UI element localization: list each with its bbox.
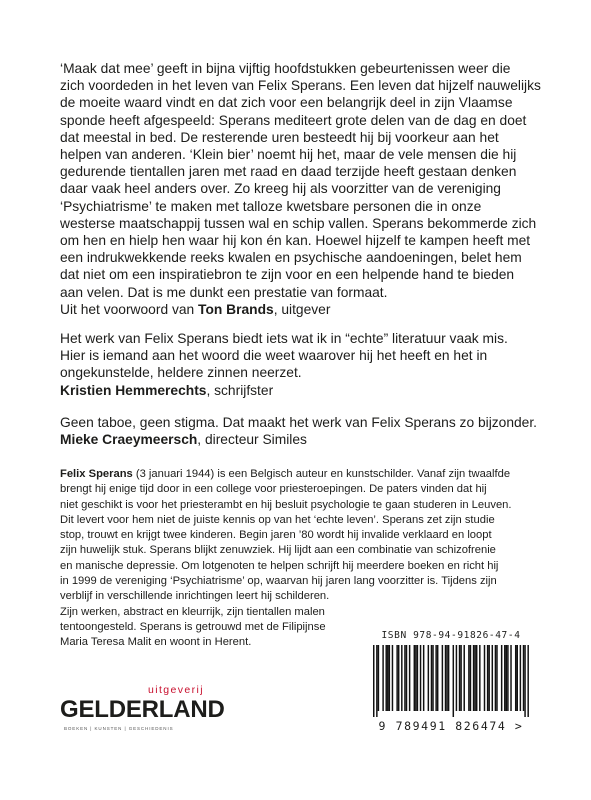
barcode-bar xyxy=(501,645,502,711)
barcode-bar xyxy=(401,645,402,711)
text-line: de moeite waard vindt en dat zich voor een belangrijk deel in zijn Vlaamse xyxy=(60,95,513,111)
barcode-bar xyxy=(423,645,424,711)
barcode-bar xyxy=(448,645,449,711)
barcode-bar xyxy=(524,645,525,717)
text-line: in 1999 de vereniging ‘Psychiatrisme’ op, waarvan hij jaren lang voorzitter is. Tijdens zijn xyxy=(60,575,497,588)
quote-text xyxy=(60,330,550,382)
text-line: Hier is iemand aan het woord die weet waarover hij het heeft en het in xyxy=(60,348,488,364)
barcode-bar xyxy=(488,645,489,711)
barcode-bar xyxy=(474,645,475,711)
barcode-bar xyxy=(376,645,377,717)
logo-subtitle: BOEKEN | KUNSTEN | GESCHIEDENIS xyxy=(64,726,174,731)
text-line: en manische depressie. Om lotgenoten te helpen schrijft hij meerdere boeken en richt hij xyxy=(60,559,499,572)
author-bio xyxy=(60,467,550,651)
barcode-bar xyxy=(392,645,393,711)
barcode-bar xyxy=(460,645,461,711)
text-line: westerse maatschappij tussen wal en schip vallen. Sperans bekommerde zich xyxy=(60,215,537,231)
attribution-name: Ton Brands xyxy=(198,301,274,317)
barcode-bar xyxy=(470,645,471,711)
quote-hemmerechts xyxy=(60,330,550,399)
text-line: ongekunstelde, heldere zinnen neerzet. xyxy=(60,365,302,381)
barcode-bar xyxy=(506,645,507,711)
barcode-bar xyxy=(415,645,416,711)
barcode-bar xyxy=(396,645,397,711)
barcode-bar xyxy=(428,645,429,711)
barcode-bar xyxy=(389,645,390,711)
barcode-bar xyxy=(446,645,447,711)
intro-text xyxy=(60,60,550,318)
bio-paragraph xyxy=(60,482,550,604)
barcode-bar xyxy=(445,645,446,711)
text-line: ‘Maak dat mee’ geeft in bijna vijftig hoofdstukken gebeurtenissen weer die xyxy=(60,61,511,76)
text-line: daar vaak heel anders over. Zo kreeg hij als voorzitter van de vereniging xyxy=(60,181,501,197)
barcode-bar xyxy=(456,645,457,711)
logo-wordmark: GELDERLAND xyxy=(60,696,225,723)
barcode-bar xyxy=(442,645,443,711)
barcode-bar xyxy=(373,645,374,717)
barcode-bar xyxy=(385,645,386,711)
intro-attribution: Uit het voorwoord van Ton Brands, uitgever xyxy=(60,301,331,317)
quote-attribution: Mieke Craeymeersch, directeur Similes xyxy=(60,432,307,448)
text-line: een indrukwekkende reeks kwalen en psychische aandoeningen, belet hem xyxy=(60,250,522,266)
barcode-bar xyxy=(484,645,485,711)
barcode-bar xyxy=(517,645,518,711)
barcode-bar xyxy=(431,645,432,711)
bio-closing xyxy=(60,605,330,651)
text-line: Dit levert voor hem niet de juiste kennis op van het ‘echte leven’. Sperans zet zijn studie xyxy=(60,513,495,526)
barcode-bar xyxy=(435,645,436,711)
barcode-bar xyxy=(523,645,524,711)
text-line: zijn huwelijk stuk. Sperans blijkt zenuwziek. Hij lijdt aan een combinatie van schizofrenie xyxy=(60,544,496,557)
barcode-bar xyxy=(476,645,477,711)
barcode-image xyxy=(373,645,529,717)
barcode-bar xyxy=(432,645,433,711)
barcode-bar xyxy=(409,645,410,711)
barcode-digits: 9 789491 826474 > xyxy=(378,719,524,733)
text-line: dat niet om een inspiratiebron te zijn voor en een helpende hand te bieden xyxy=(60,267,515,283)
text-line: Maria Teresa Malit en woont in Herent. xyxy=(60,636,252,649)
barcode-bar xyxy=(406,645,407,711)
barcode-bar xyxy=(487,645,488,711)
text-line: niet geschikt is voor het priesterambt en hij besluit psychologie te gaan studeren in Leuven. xyxy=(60,498,512,511)
bio-author-name: Felix Sperans xyxy=(60,468,133,480)
barcode-bar xyxy=(479,645,480,711)
barcode-bar xyxy=(504,645,505,711)
barcode-bar xyxy=(420,645,421,711)
isbn-label: ISBN 978-94-91826-47-4 xyxy=(381,630,521,641)
barcode-bar xyxy=(414,645,415,711)
barcode-bar xyxy=(453,645,454,717)
publisher-logo xyxy=(55,684,225,734)
barcode-bar xyxy=(382,645,383,711)
text-line: helpen van anderen. ‘Klein bier’ noemt hij het, maar de vele mensen die hij xyxy=(60,147,517,163)
text-line: sponde heeft afgespeeld: Sperans mediteert grote delen van de dag en doet xyxy=(60,112,527,128)
text-line: Het werk van Felix Sperans biedt iets wat ik in “echte” literatuur vaak mis. xyxy=(60,331,508,346)
barcode-bar xyxy=(473,645,474,711)
barcode-bar xyxy=(496,645,497,711)
quote-text xyxy=(60,414,550,431)
barcode-bar xyxy=(404,645,405,711)
text-line: om hen en hielp hen waar hij kon én kan. Hoewel hijzelf te kampen heeft met xyxy=(60,233,531,249)
barcode-bar xyxy=(527,645,528,717)
text-line: Geen taboe, geen stigma. Dat maakt het werk van Felix Sperans zo bijzonder. xyxy=(60,415,538,430)
barcode-bar xyxy=(378,645,379,711)
barcode-bar xyxy=(437,645,438,711)
text-line: tentoongesteld. Sperans is getrouwd met de Filipijnse xyxy=(60,620,326,633)
barcode-bar xyxy=(492,645,493,711)
text-line: zich voordeden in het leven van Felix Sperans. Een leven dat hijzelf nauwelijks xyxy=(60,78,541,94)
quote-craeymeersch xyxy=(60,414,550,448)
barcode-bar xyxy=(459,645,460,711)
barcode-bar xyxy=(507,645,508,711)
logo-tagline: uitgeverij xyxy=(148,684,205,696)
barcode-bar xyxy=(417,645,418,711)
text-line: aan velen. Dat is me dunkt een prestatie van formaat. xyxy=(60,284,388,300)
quote-attribution: Kristien Hemmerechts, schrijfster xyxy=(60,382,274,398)
barcode-bar xyxy=(510,645,511,711)
bio-first-line: Felix Sperans (3 januari 1944) is een Belgisch auteur en kunstschilder. Vanaf zijn twaalfde xyxy=(60,468,511,480)
text-line: verblijf in verschillende inrichtingen leert hij schilderen. xyxy=(60,590,330,603)
text-line: gedurende tientallen jaren met raad en daad terzijde heeft gestaan denken xyxy=(60,164,517,180)
text-line: dat meestal in bed. De resterende uren besteedt hij bij voorkeur aan het xyxy=(60,129,499,145)
barcode-bar xyxy=(387,645,388,711)
intro-paragraph xyxy=(60,60,550,301)
text-line: ‘Psychiatrisme’ te maken met talloze kwetsbare personen die in onze xyxy=(60,198,482,214)
barcode-bar xyxy=(398,645,399,711)
barcode-bar xyxy=(515,645,516,711)
isbn-barcode xyxy=(367,630,535,738)
barcode-bar xyxy=(495,645,496,711)
barcode-bar xyxy=(463,645,464,711)
barcode-bar xyxy=(468,645,469,711)
text-line: stop, trouwt en krijgt twee kinderen. Begin jaren ’80 wordt hij invalide verklaard en loopt xyxy=(60,529,492,542)
barcode-bar xyxy=(520,645,521,711)
text-line: Zijn werken, abstract en kleurrijk, zijn tientallen malen xyxy=(60,605,325,618)
text-line: brengt hij enige tijd door in een college voor priesteroepingen. De paters vinden dat hij xyxy=(60,483,487,496)
